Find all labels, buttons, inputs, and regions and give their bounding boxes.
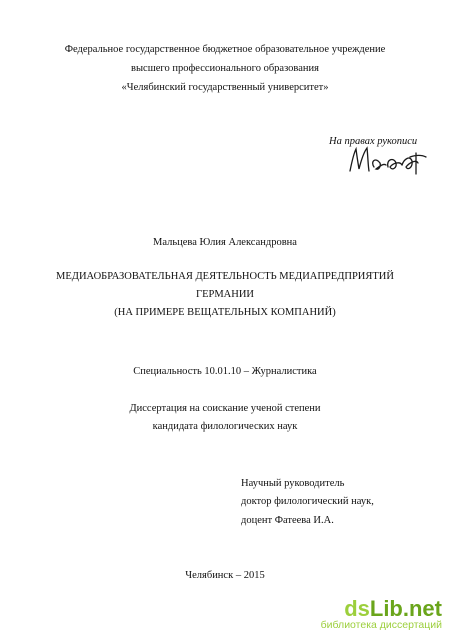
title-line-2: ГЕРМАНИИ xyxy=(196,289,254,300)
title-line-3: (НА ПРИМЕРЕ ВЕЩАТЕЛЬНЫХ КОМПАНИЙ) xyxy=(114,307,336,318)
logo-part-net: .net xyxy=(402,596,442,621)
institution-line-1: Федеральное государственное бюджетное образовательное учреждение xyxy=(64,44,386,55)
dslib-watermark[interactable] xyxy=(321,598,442,631)
institution-line-2: высшего профессионального образования xyxy=(131,63,319,74)
specialty: Специальность 10.01.10 – Журналистика xyxy=(133,366,317,377)
handwritten-signature xyxy=(346,143,432,177)
dissertation-line-1: Диссертация на соискание ученой степени xyxy=(129,403,321,414)
manuscript-note: На правах рукописи xyxy=(329,136,418,147)
dslib-subtitle: библиотека диссертаций xyxy=(320,619,442,631)
institution-line-3: «Челябинский государственный университет» xyxy=(121,82,329,93)
logo-part-ds: ds xyxy=(344,596,370,621)
supervisor-line-2: доктор филологический наук, xyxy=(241,496,374,507)
supervisor-line-3: доцент Фатеева И.А. xyxy=(241,515,334,526)
title-line-1: МЕДИАОБРАЗОВАТЕЛЬНАЯ ДЕЯТЕЛЬНОСТЬ МЕДИАПРЕДПРИЯТИЙ xyxy=(56,271,394,282)
dissertation-line-2: кандидата филологических наук xyxy=(152,421,298,432)
dslib-logo xyxy=(321,598,442,620)
supervisor-line-1: Научный руководитель xyxy=(241,478,345,489)
author-name: Мальцева Юлия Александровна xyxy=(153,237,297,248)
logo-part-lib: Lib xyxy=(369,596,403,621)
city-year: Челябинск – 2015 xyxy=(185,570,265,581)
